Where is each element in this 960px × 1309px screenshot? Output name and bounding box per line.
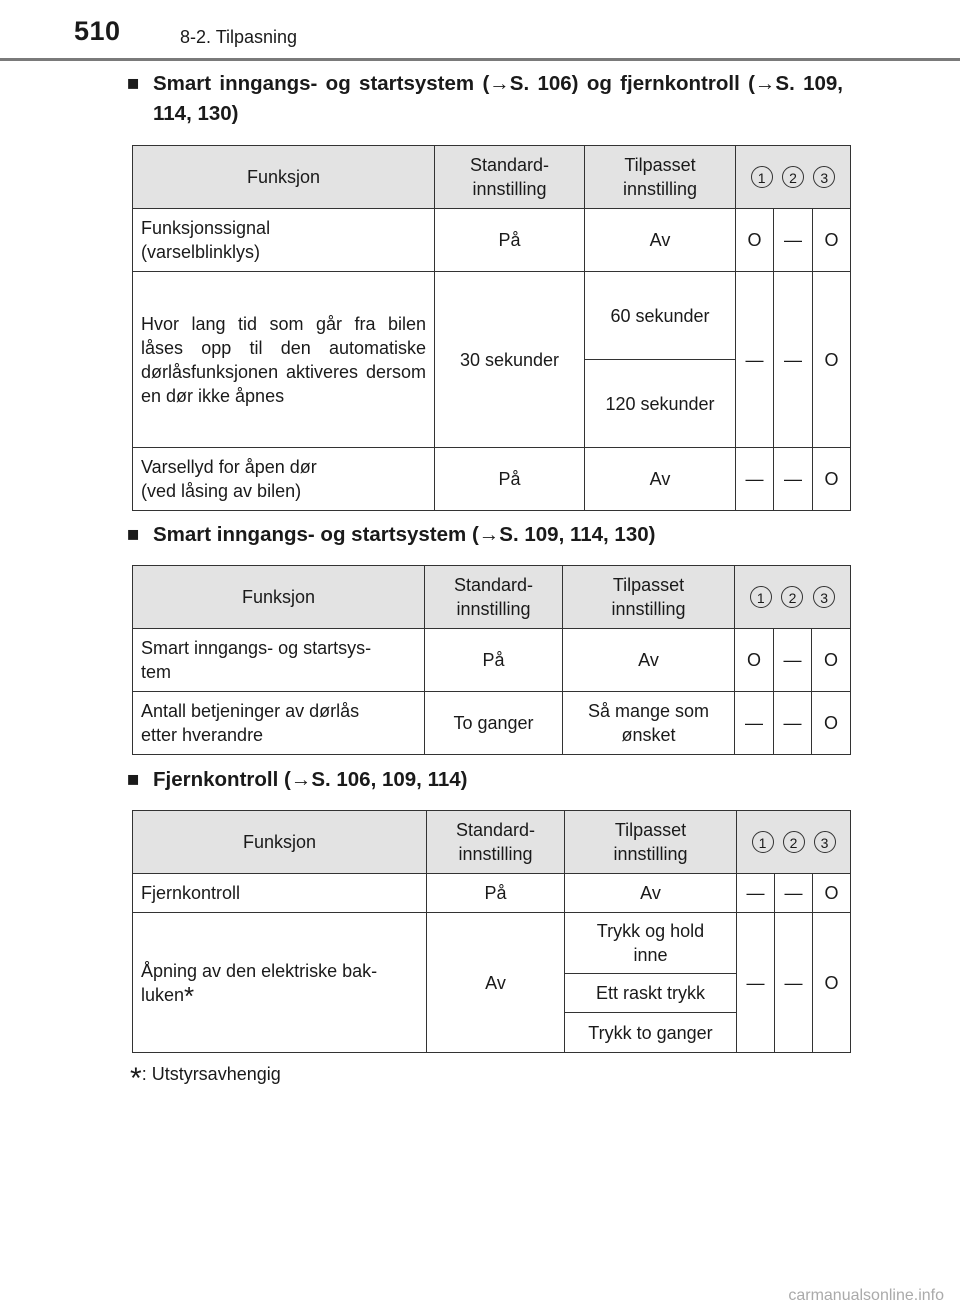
table-row — [133, 692, 851, 755]
cell-funksjon: Åpning av den elektriske bak- luken* — [133, 913, 427, 1053]
col-funksjon: Funksjon — [133, 811, 427, 874]
cell-mark-1: — — [737, 874, 775, 913]
cell-funksjon: Fjernkontroll — [133, 874, 427, 913]
footnote-text: : Utstyrsavhengig — [141, 1064, 281, 1084]
table-1 — [132, 145, 851, 511]
col-circles — [736, 146, 851, 209]
col-tilpasset: Tilpasset innstilling — [563, 566, 735, 629]
cell-tilpasset: Av — [565, 874, 737, 913]
table-header-row — [133, 146, 851, 209]
cell-mark-2: — — [775, 874, 813, 913]
cell-standard: 30 sekunder — [435, 272, 585, 448]
circled-1-icon: 1 — [750, 586, 772, 608]
cell-funksjon: Varsellyd for åpen dør (ved låsing av bilen) — [133, 448, 435, 511]
cell-mark-3: O — [813, 874, 851, 913]
col-tilpasset: Tilpasset innstilling — [585, 146, 736, 209]
footnote-star: * — [184, 980, 195, 1011]
cell-mark-1: O — [735, 629, 774, 692]
square-bullet-icon: ■ — [127, 523, 140, 546]
table-row — [133, 629, 851, 692]
square-bullet-icon: ■ — [127, 768, 140, 791]
footnote — [130, 1062, 281, 1096]
watermark: carmanualsonline.info — [788, 1287, 944, 1304]
cell-funksjon: Smart inngangs- og startsys- tem — [133, 629, 425, 692]
table-header-row — [133, 811, 851, 874]
section-1-heading: ■ Smart inngangs- og startsystem (→S. 106) og fjernkontroll (→S. 109, 114, 130) — [131, 69, 843, 129]
cell-mark-2: — — [775, 913, 813, 1053]
cell-tilpasset: Så mange som ønsket — [563, 692, 735, 755]
table-row — [133, 209, 851, 272]
col-standard: Standard- innstilling — [425, 566, 563, 629]
cell-funksjon: Funksjonssignal (varselblinklys) — [133, 209, 435, 272]
cell-mark-2: — — [774, 209, 813, 272]
cell-standard: På — [427, 874, 565, 913]
circled-2-icon: 2 — [783, 831, 805, 853]
col-circles — [737, 811, 851, 874]
cell-mark-2: — — [774, 629, 812, 692]
page-number: 510 — [74, 16, 121, 46]
header-rule — [0, 58, 960, 61]
cell-funksjon: Hvor lang tid som går fra bilen låses opp til den automatiske dørlåsfunksjonen aktiveres dersom en dør ikke åpnes — [133, 272, 435, 448]
cell-tilpasset: Av — [563, 629, 735, 692]
footnote-star: * — [130, 1062, 142, 1095]
cell-tilpasset: Av — [585, 209, 736, 272]
cell-tilpasset: Trykk og hold inne — [565, 913, 737, 974]
col-standard: Standard- innstilling — [427, 811, 565, 874]
cell-tilpasset: 60 sekunder — [585, 272, 736, 360]
section-label: 8-2. Tilpasning — [180, 27, 298, 47]
cell-mark-1: O — [736, 209, 774, 272]
circled-3-icon: 3 — [813, 586, 835, 608]
cell-mark-3: O — [813, 209, 851, 272]
page-header — [0, 0, 960, 62]
col-tilpasset: Tilpasset innstilling — [565, 811, 737, 874]
cell-tilpasset: Av — [585, 448, 736, 511]
section-2-heading: ■ Smart inngangs- og startsystem (→S. 109, 114, 130) — [131, 520, 843, 550]
cell-standard: På — [435, 209, 585, 272]
table-row — [133, 874, 851, 913]
cell-mark-1: — — [737, 913, 775, 1053]
circled-1-icon: 1 — [752, 831, 774, 853]
table-row — [133, 913, 851, 974]
cell-tilpasset: 120 sekunder — [585, 360, 736, 448]
cell-mark-3: O — [813, 448, 851, 511]
cell-mark-1: — — [736, 448, 774, 511]
table-row — [133, 448, 851, 511]
cell-tilpasset: Ett raskt trykk — [565, 974, 737, 1013]
cell-mark-2: — — [774, 448, 813, 511]
table-2 — [132, 565, 851, 755]
table-3 — [132, 810, 851, 1053]
cell-standard: To ganger — [425, 692, 563, 755]
section-3-heading: ■ Fjernkontroll (→S. 106, 109, 114) — [131, 765, 843, 795]
cell-mark-1: — — [735, 692, 774, 755]
cell-tilpasset: Trykk to ganger — [565, 1013, 737, 1053]
cell-mark-2: — — [774, 692, 812, 755]
circled-2-icon: 2 — [782, 166, 804, 188]
cell-mark-1: — — [736, 272, 774, 448]
cell-funksjon: Antall betjeninger av dørlås etter hverandre — [133, 692, 425, 755]
circled-3-icon: 3 — [813, 166, 835, 188]
table-row — [133, 272, 851, 360]
col-standard: Standard- innstilling — [435, 146, 585, 209]
cell-standard: På — [425, 629, 563, 692]
cell-mark-2: — — [774, 272, 813, 448]
cell-standard: På — [435, 448, 585, 511]
circled-1-icon: 1 — [751, 166, 773, 188]
cell-mark-3: O — [812, 629, 851, 692]
circled-2-icon: 2 — [781, 586, 803, 608]
cell-mark-3: O — [813, 913, 851, 1053]
table-header-row — [133, 566, 851, 629]
col-funksjon: Funksjon — [133, 146, 435, 209]
circled-3-icon: 3 — [814, 831, 836, 853]
cell-standard: Av — [427, 913, 565, 1053]
cell-mark-3: O — [812, 692, 851, 755]
cell-mark-3: O — [813, 272, 851, 448]
col-circles — [735, 566, 851, 629]
square-bullet-icon: ■ — [127, 72, 140, 95]
col-funksjon: Funksjon — [133, 566, 425, 629]
